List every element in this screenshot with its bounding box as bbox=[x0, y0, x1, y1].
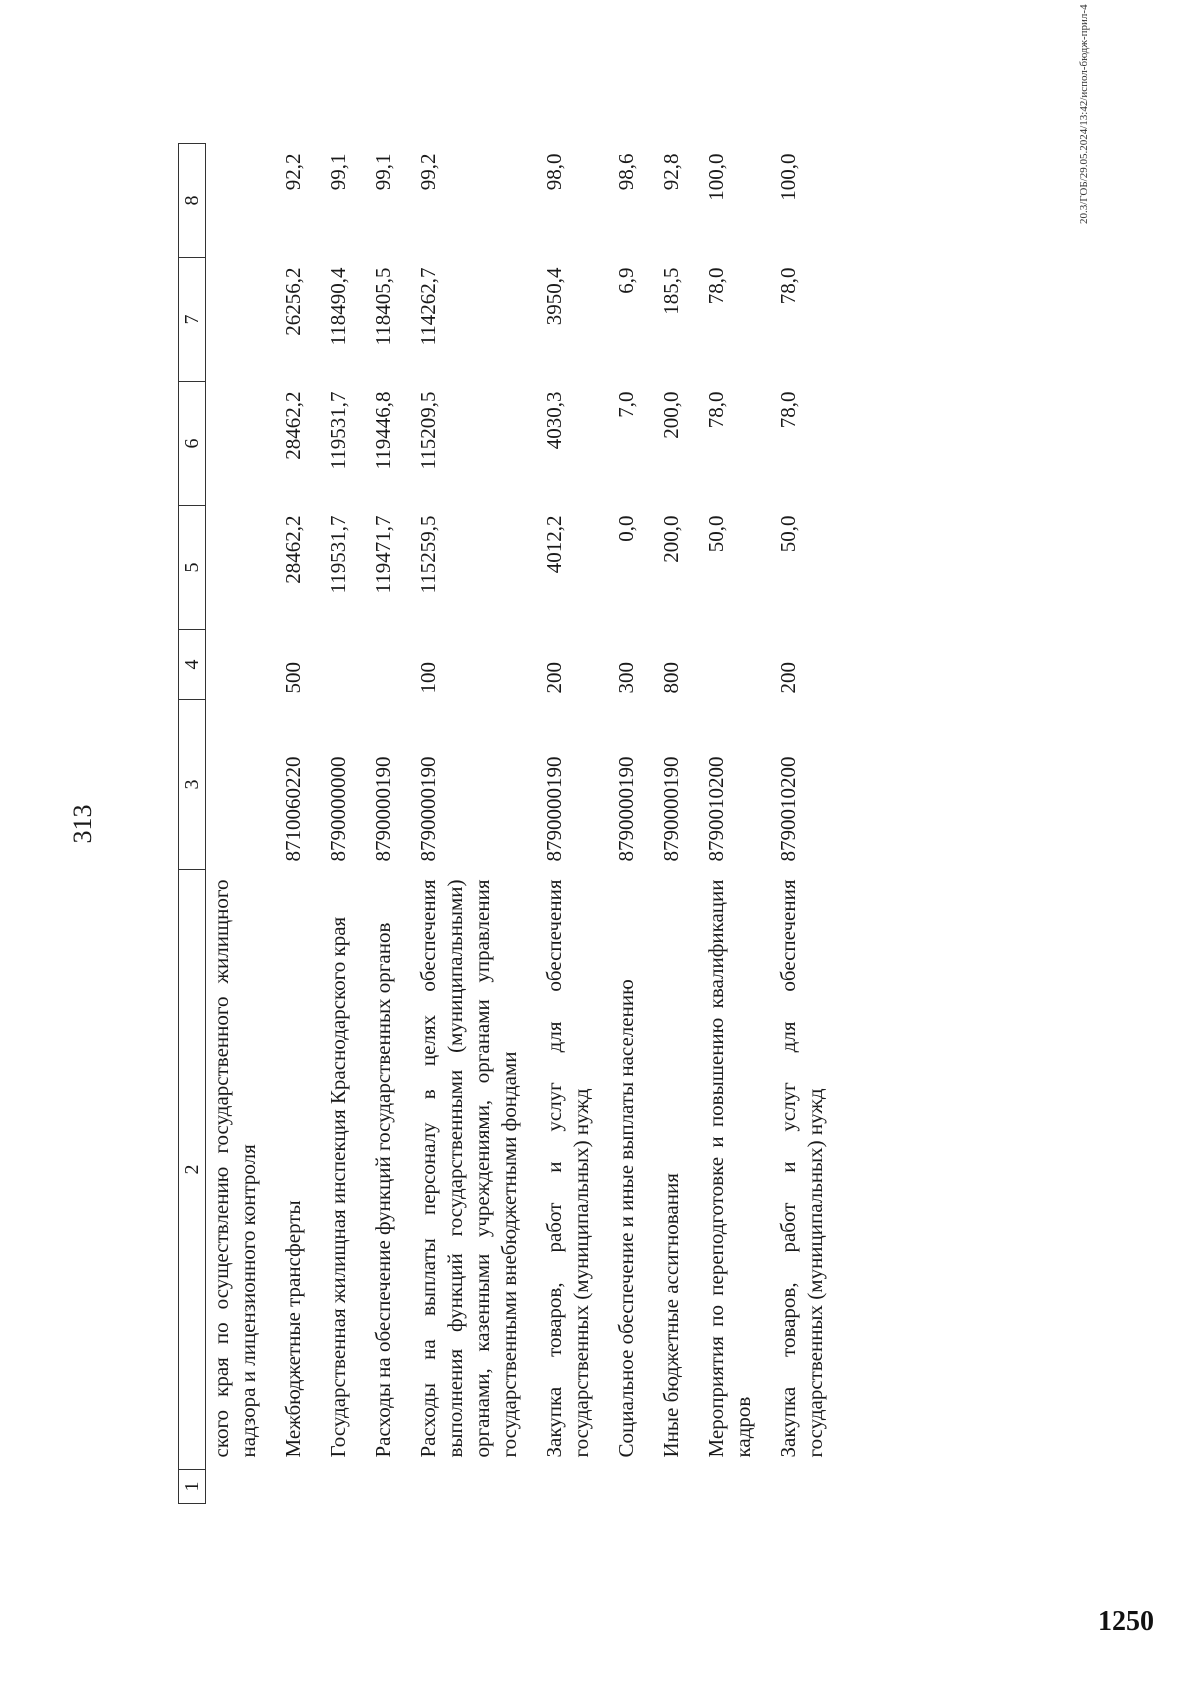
row-description: Мероприятия по переподготовке и повышению квалификации кадров bbox=[704, 879, 755, 1458]
row-description: Иные бюджетные ассигнования bbox=[659, 1173, 683, 1458]
value-col-6: 78,0 bbox=[704, 391, 728, 429]
value-col-5: 50,0 bbox=[704, 515, 728, 553]
row-number bbox=[403, 1470, 529, 1504]
value-col-7: 26256,2 bbox=[281, 267, 305, 336]
value-col-7: 6,9 bbox=[614, 267, 638, 294]
row-number bbox=[268, 1470, 313, 1504]
expense-type-code: 200 bbox=[542, 662, 566, 694]
row-description: Закупка товаров, работ и услуг для обеспечения государственных (муниципальных) нужд bbox=[542, 879, 593, 1458]
value-col-5: 119471,7 bbox=[371, 515, 395, 594]
expense-type-code bbox=[206, 630, 269, 700]
value-col-6: 200,0 bbox=[659, 391, 683, 439]
value-col-6: 4030,3 bbox=[542, 391, 566, 450]
value-col-8: 98,0 bbox=[542, 153, 566, 191]
expense-type-code bbox=[313, 630, 358, 700]
value-col-5: 115259,5 bbox=[416, 515, 440, 594]
row-number bbox=[206, 1470, 269, 1504]
row-number bbox=[313, 1470, 358, 1504]
table-row bbox=[646, 144, 691, 1504]
table-row bbox=[358, 144, 403, 1504]
target-article-code: 8790010200 bbox=[776, 756, 800, 862]
value-col-6: 115209,5 bbox=[416, 391, 440, 470]
expense-type-code: 100 bbox=[416, 662, 440, 694]
value-col-7: 78,0 bbox=[776, 267, 800, 305]
value-col-6: 7,0 bbox=[614, 391, 638, 418]
value-col-5: 0,0 bbox=[614, 515, 638, 542]
row-description: Межбюджетные трансферты bbox=[281, 1200, 305, 1458]
page-number: 313 bbox=[68, 804, 97, 844]
column-header: 5 bbox=[179, 506, 206, 630]
column-header: 8 bbox=[179, 144, 206, 258]
value-col-8: 92,8 bbox=[659, 153, 683, 191]
table-row bbox=[313, 144, 358, 1504]
value-col-5: 200,0 bbox=[659, 515, 683, 563]
value-col-5: 28462,2 bbox=[281, 515, 305, 584]
row-number bbox=[529, 1470, 601, 1504]
value-col-8 bbox=[206, 144, 269, 258]
target-article-code: 8790000190 bbox=[614, 756, 638, 862]
table-row bbox=[268, 144, 313, 1504]
target-article-code: 8790000190 bbox=[416, 756, 440, 862]
row-number bbox=[763, 1470, 835, 1504]
value-col-7: 118490,4 bbox=[326, 267, 350, 346]
row-description: Закупка товаров, работ и услуг для обеспечения государственных (муниципальных) нужд bbox=[776, 879, 827, 1458]
value-col-7: 78,0 bbox=[704, 267, 728, 305]
value-col-7: 114262,7 bbox=[416, 267, 440, 346]
value-col-8: 99,1 bbox=[371, 153, 395, 191]
value-col-6 bbox=[206, 382, 269, 506]
value-col-5: 119531,7 bbox=[326, 515, 350, 594]
target-article-code: 8790010200 bbox=[704, 756, 728, 862]
expense-type-code bbox=[358, 630, 403, 700]
row-number bbox=[691, 1470, 763, 1504]
row-number bbox=[601, 1470, 646, 1504]
expense-type-code: 300 bbox=[614, 662, 638, 694]
value-col-6: 119531,7 bbox=[326, 391, 350, 470]
budget-table bbox=[178, 143, 835, 1504]
row-description: Государственная жилищная инспекция Краснодарского края bbox=[326, 916, 350, 1458]
table-row bbox=[206, 144, 269, 1504]
target-article-code: 8790000000 bbox=[326, 756, 350, 862]
row-number bbox=[358, 1470, 403, 1504]
table-row bbox=[403, 144, 529, 1504]
value-col-8: 100,0 bbox=[704, 153, 728, 201]
table-row bbox=[529, 144, 601, 1504]
value-col-5: 50,0 bbox=[776, 515, 800, 553]
value-col-7 bbox=[206, 258, 269, 382]
value-col-6: 78,0 bbox=[776, 391, 800, 429]
row-description: ского края по осуществлению государственного жилищного надзора и лицензионного контроля bbox=[209, 879, 260, 1458]
column-header: 7 bbox=[179, 258, 206, 382]
expense-type-code: 500 bbox=[281, 662, 305, 694]
value-col-7: 185,5 bbox=[659, 267, 683, 315]
target-article-code bbox=[206, 700, 269, 870]
expense-type-code bbox=[691, 630, 763, 700]
value-col-5: 4012,2 bbox=[542, 515, 566, 574]
value-col-7: 118405,5 bbox=[371, 267, 395, 346]
value-col-8: 100,0 bbox=[776, 153, 800, 201]
value-col-5 bbox=[206, 506, 269, 630]
corner-page-number: 1250 bbox=[1098, 1606, 1154, 1637]
expense-type-code: 200 bbox=[776, 662, 800, 694]
target-article-code: 8710060220 bbox=[281, 756, 305, 862]
row-description: Расходы на выплаты персоналу в целях обеспечения выполнения функций государственными (муниципальными) органами, казенными учреждениями, органами управления государственными внебюджетными фондами bbox=[416, 879, 521, 1458]
expense-type-code: 800 bbox=[659, 662, 683, 694]
column-header: 2 bbox=[179, 870, 206, 1470]
row-description: Расходы на обеспечение функций государственных органов bbox=[371, 922, 395, 1458]
table-row bbox=[763, 144, 835, 1504]
value-col-6: 28462,2 bbox=[281, 391, 305, 460]
table-row bbox=[601, 144, 646, 1504]
target-article-code: 8790000190 bbox=[659, 756, 683, 862]
column-header: 3 bbox=[179, 700, 206, 870]
column-header: 6 bbox=[179, 382, 206, 506]
value-col-8: 98,6 bbox=[614, 153, 638, 191]
row-description: Социальное обеспечение и иные выплаты населению bbox=[614, 979, 638, 1458]
value-col-8: 99,1 bbox=[326, 153, 350, 191]
value-col-7: 3950,4 bbox=[542, 267, 566, 326]
document-footer-tag: 20.3/ГОБ/29.05.2024/13:42/испол-бюдж-прил-4 bbox=[1078, 4, 1090, 224]
header-row bbox=[179, 144, 206, 1504]
value-col-6: 119446,8 bbox=[371, 391, 395, 470]
target-article-code: 8790000190 bbox=[542, 756, 566, 862]
value-col-8: 92,2 bbox=[281, 153, 305, 191]
column-header: 4 bbox=[179, 630, 206, 700]
row-number bbox=[646, 1470, 691, 1504]
table-row bbox=[691, 144, 763, 1504]
target-article-code: 8790000190 bbox=[371, 756, 395, 862]
column-header: 1 bbox=[179, 1470, 206, 1504]
value-col-8: 99,2 bbox=[416, 153, 440, 191]
